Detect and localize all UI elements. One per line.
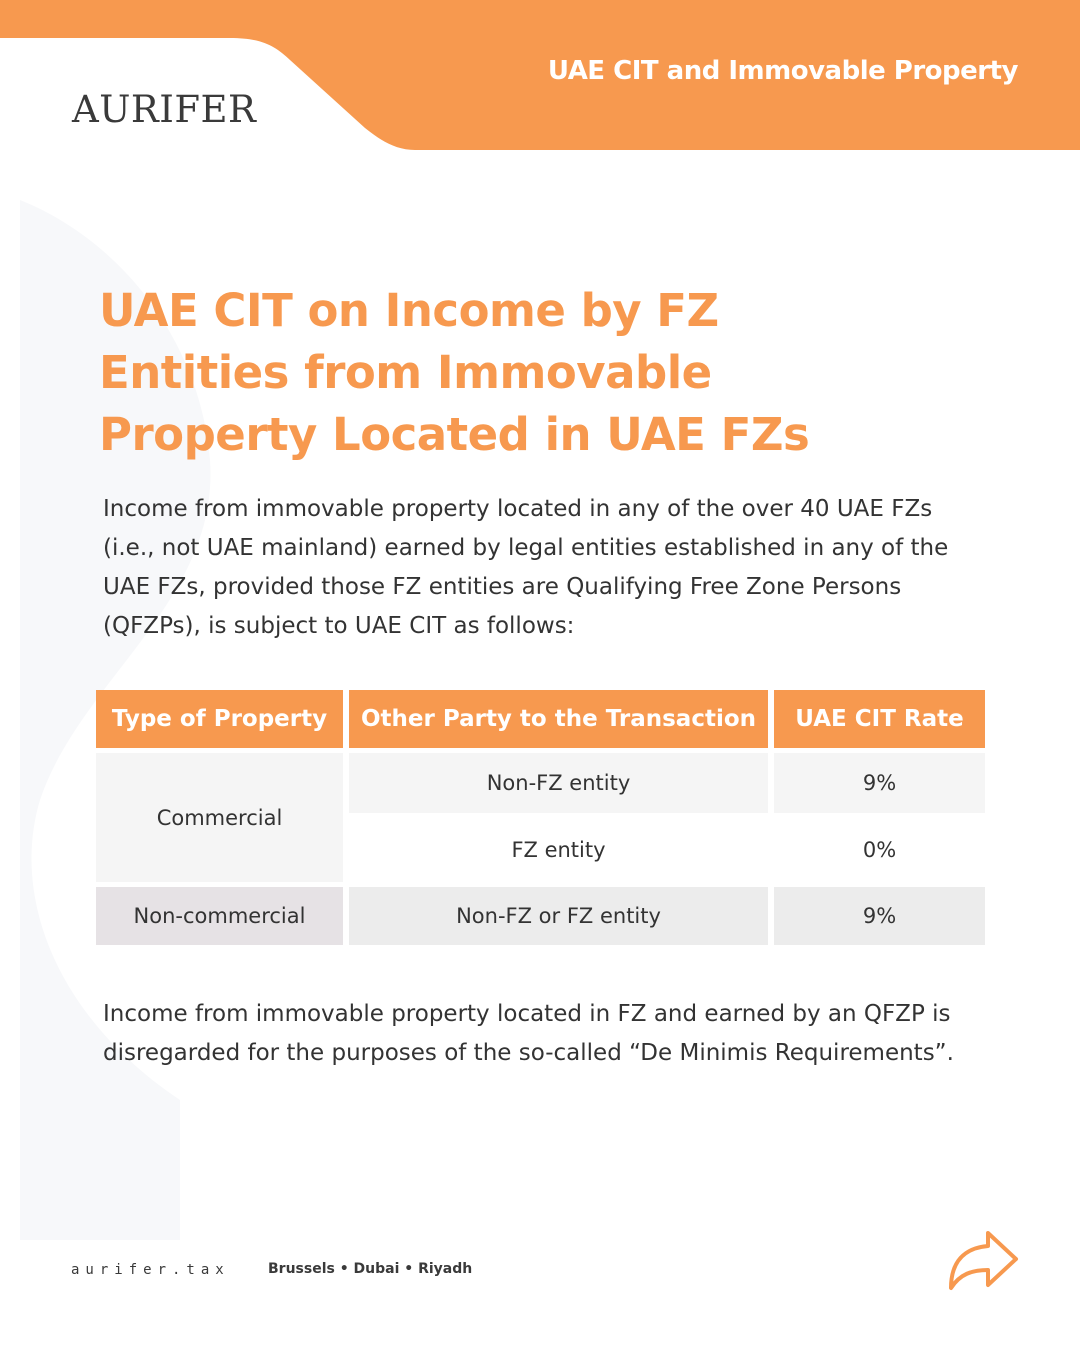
cell-rate: 0% [774,818,985,882]
share-arrow-icon[interactable] [944,1228,1022,1294]
header-other-party: Other Party to the Transaction [349,690,768,748]
cell-rate: 9% [774,887,985,945]
cell-rate: 9% [774,753,985,813]
header-title: UAE CIT and Immovable Property [547,56,1018,86]
header-cit-rate: UAE CIT Rate [774,690,985,748]
page-heading: UAE CIT on Income by FZ Entities from Immovable Property Located in UAE FZs [99,284,810,461]
aurifer-logo: AURIFER [72,88,257,131]
cit-rate-table [90,685,991,950]
cell-property-commercial: Commercial [96,753,343,882]
header-type-of-property: Type of Property [96,690,343,748]
intro-paragraph: Income from immovable property located in any of the over 40 UAE FZs (i.e., not UAE mainland) earned by legal entities established in any of the UAE FZs, provided those FZ entities are Qualifying Free Zone Persons (QFZPs), is subject to UAE CIT as follows: [103,496,949,639]
cell-party: Non-FZ or FZ entity [349,887,768,945]
table-row [96,753,985,813]
note-paragraph: Income from immovable property located in FZ and earned by an QFZP is disregarded for the purposes of the so-called “De Minimis Requirements”. [103,1001,954,1066]
cell-property-non-commercial: Non-commercial [96,887,343,945]
footer-cities: Brussels • Dubai • Riyadh [268,1261,473,1277]
cell-party: FZ entity [349,818,768,882]
cell-party: Non-FZ entity [349,753,768,813]
footer-website: aurifer.tax [71,1262,230,1278]
table-row [96,887,985,945]
